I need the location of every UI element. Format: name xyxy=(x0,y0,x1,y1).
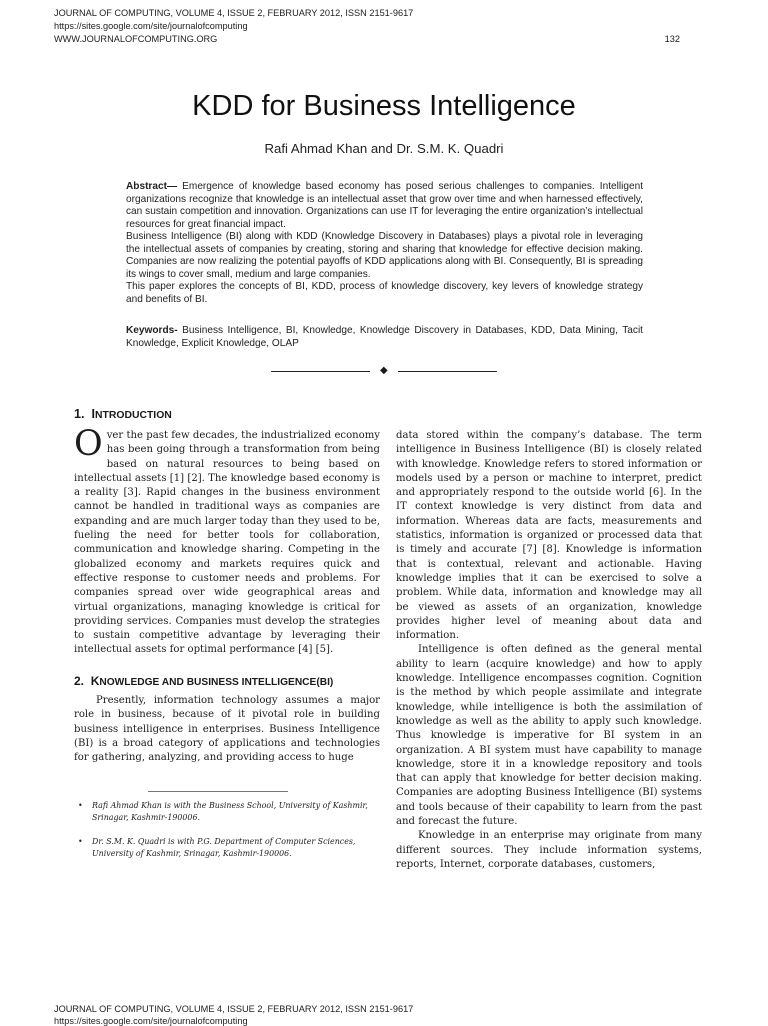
section-1-initial: I xyxy=(91,407,96,421)
keywords xyxy=(126,325,643,350)
section-1-heading xyxy=(74,407,172,421)
header-www-line[interactable]: WWW.JOURNALOFCOMPUTING.ORG xyxy=(54,34,218,44)
section-2-initial: K xyxy=(90,674,100,688)
drop-cap: O xyxy=(74,424,103,464)
section-2-title-rest: NOWLEDGE AND BUSINESS INTELLIGENCE(BI) xyxy=(99,677,334,688)
separator-right-rule xyxy=(398,371,497,372)
paper-title: KDD for Business Intelligence xyxy=(192,90,576,122)
abstract-label: Abstract— xyxy=(126,181,178,192)
right-column-paragraph-2: Intelligence is often defined as the general mental ability to learn (acquire knowledge) and how to apply knowledge. Intelligence encompasses cognition. Cognition is the method by which people assimilate and integrate knowledge, while intelligence is both the assimilation of knowledge as well as the ability to apply such knowledge. Thus knowledge is imperative for BI system in an organization. A BI system must have capability to manage knowledge, store it in a knowledge repository and tools that can apply that knowledge for better decision making. Companies are adopting Business Intelligence (BI) systems and tools because of their capability to learn from the past and forecast the future. xyxy=(396,644,702,828)
footnote-1 xyxy=(78,800,378,826)
footnote-2 xyxy=(78,836,378,862)
section-2-body xyxy=(74,694,380,765)
keywords-label: Keywords- xyxy=(126,325,178,336)
right-column-paragraph-3: Knowledge in an enterprise may originate from many different sources. They include information systems, reports, Internet, corporate databases, customers, xyxy=(396,830,702,870)
footer-journal-line: JOURNAL OF COMPUTING, VOLUME 4, ISSUE 2, FEBRUARY 2012, ISSN 2151-9617 xyxy=(54,1004,414,1014)
right-column-paragraph-1: data stored within the company’s database. The term intelligence in Business Intelligence (BI) is closely related with knowledge. Knowledge refers to stored information or models used by a person or machine to interpret, predict and appropriately respond to the outside world [6]. In the IT context knowledge is very distinct from data and information. Whereas data are facts, measurements and statistics, information is organized or processed data that is timely and accurate [7] [8]. Knowledge is information that is contextual, relevant and actionable. Having knowledge implies that it can be exercised to solve a problem. While data, information and knowledge may all be viewed as assets of an organization, knowledge provides higher level of meaning about data and information. xyxy=(396,430,702,642)
section-1-paragraph-1: ver the past few decades, the industrialized economy has been going through a transformation from being based on natural resources to being based on intellectual assets [1] [2]. The knowledge based economy is a reality [3]. Rapid changes in the business environment cannot be handled in traditional ways as companies are expanding and are much larger today than they used to be, fueling the need for better tools for collaboration, communication and knowledge sharing. Competing in the globalized economy and markets requires quick and effective response to customer needs and problems. For companies spread over wide geographical areas and virtual organizations, managing knowledge is critical for providing services. Companies must develop the strategies to sustain competitive advantage by leveraging their intellectual assets for optimal performance [4] [5]. xyxy=(74,430,380,656)
separator-left-rule xyxy=(271,371,370,372)
section-1-body xyxy=(74,424,380,658)
page-number: 132 xyxy=(664,34,680,44)
section-2-number: 2. xyxy=(74,674,85,688)
footnote-2-text: Dr. S.M. K. Quadri is with P.G. Department of Computer Sciences, University of Kashmir, Srinagar, Kashmir-190006. xyxy=(92,837,356,858)
footnote-1-bullet: • xyxy=(78,801,83,810)
abstract xyxy=(126,181,643,306)
footnote-1-text: Rafi Ahmad Khan is with the Business School, University of Kashmir, Srinagar, Kashmir-190006. xyxy=(92,801,368,822)
keywords-text: Business Intelligence, BI, Knowledge, Knowledge Discovery in Databases, KDD, Data Mining, Tacit Knowledge, Explicit Knowledge, OLAP xyxy=(126,325,643,349)
footnote-rule xyxy=(148,791,288,792)
section-2-paragraph-1: Presently, information technology assumes a major role in business, because of it pivotal role in building business intelligence in enterprises. Business Intelligence (BI) is a broad category of applications and technologies for gathering, analyzing, and providing access to huge xyxy=(74,695,380,764)
header-url-line[interactable]: https://sites.google.com/site/journalofcomputing xyxy=(54,21,248,31)
paper-authors: Rafi Ahmad Khan and Dr. S.M. K. Quadri xyxy=(264,141,504,156)
abstract-paragraph-1: Emergence of knowledge based economy has posed serious challenges to companies. Intelligent organizations recognize that knowledge is an intellectual asset that grow over time and when harnessed effectively, can sustain competition and innovation. Organizations can use IT for leveraging the entire organization’s intellectual resources for great financial impact. xyxy=(126,181,644,230)
footnote-2-bullet: • xyxy=(78,837,83,846)
footer-url-line[interactable]: https://sites.google.com/site/journalofcomputing xyxy=(54,1016,248,1026)
section-2-heading xyxy=(74,674,333,688)
section-1-title-rest: NTRODUCTION xyxy=(95,410,172,421)
header-journal-line: JOURNAL OF COMPUTING, VOLUME 4, ISSUE 2, FEBRUARY 2012, ISSN 2151-9617 xyxy=(54,8,414,18)
section-1-number: 1. xyxy=(74,407,85,421)
abstract-paragraph-2: Business Intelligence (BI) along with KDD (Knowledge Discovery in Databases) plays a pivotal role in leveraging the intellectual assets of companies by creating, storing and sharing that knowledge for effective decision making. Companies are now realizing the potential payoffs of KDD applications along with BI. Consequently, BI is spreading its wings to cover small, medium and large companies. xyxy=(126,231,643,280)
right-column xyxy=(396,429,702,872)
separator-diamond-icon: ◆ xyxy=(380,365,388,376)
abstract-paragraph-3: This paper explores the concepts of BI, KDD, process of knowledge discovery, key levers of knowledge strategy and benefits of BI. xyxy=(126,281,643,305)
